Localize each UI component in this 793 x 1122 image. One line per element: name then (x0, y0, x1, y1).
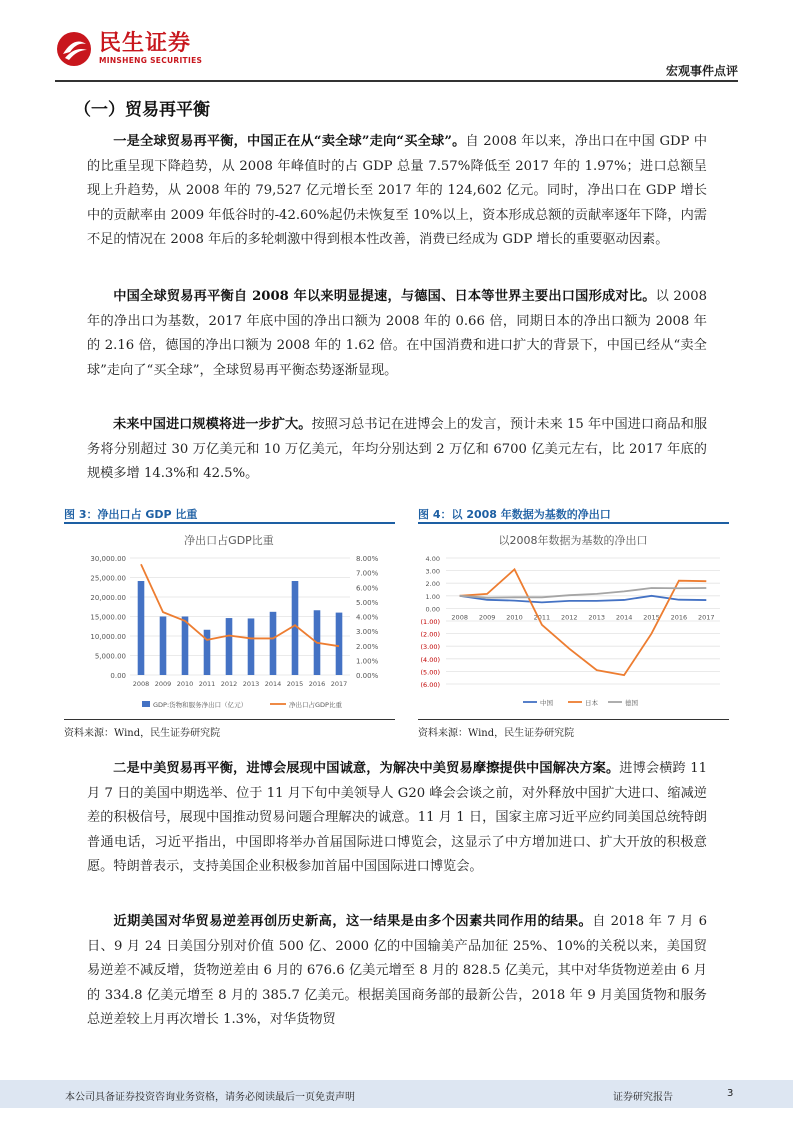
chart-4-x-tick: 2013 (588, 613, 605, 622)
chart-4-x-tick: 2015 (643, 613, 660, 622)
page-header (0, 0, 793, 85)
figure-3-bottom-rule (64, 719, 395, 720)
chart-3-x-tick: 2013 (242, 680, 260, 688)
chart-4-y-tick: (4.00) (420, 655, 440, 664)
page-number: 3 (727, 1088, 734, 1099)
figure-4-chart (418, 526, 729, 716)
chart-3-y-tick-left: 5,000.00 (94, 652, 126, 661)
paragraph-2-body: 以 2008 年的净出口为基数，2017 年底中国的净出口额为 2008 年的 0.66 倍，同期日本的净出口额为 2008 年的 2.16 倍，德国的净出口额为 2008 年的 1.62 倍。在中国消费和进口扩大的背景下，中国已经从“卖全球”走向了“买全球”，全球贸易再平衡态势逐渐显现。 (87, 289, 707, 378)
figure-4-title: 图 4：以 2008 年数据为基数的净出口 (418, 508, 611, 521)
chart-3-x-tick: 2009 (154, 680, 172, 688)
paragraph-3-body: 按照习总书记在进博会上的发言，预计未来 15 年中国进口商品和服务将分别超过 30 万亿美元和 10 万亿美元，年均分别达到 2 万亿和 6700 亿美元左右，比 2017 年底的规模多增 14.3%和 42.5%。 (87, 417, 708, 481)
chart-3-y-tick-left: 30,000.00 (90, 555, 126, 563)
paragraph-3 (87, 413, 707, 487)
footer-report-label: 证券研究报告 (613, 1092, 673, 1103)
figure-3-chart (64, 526, 395, 716)
report-type: 宏观事件点评 (665, 64, 738, 78)
chart-3-line-series (141, 564, 339, 646)
figure-4-top-rule (418, 522, 729, 524)
paragraph-1-lead: 一是全球贸易再平衡，中国正在从“卖全球”走向“买全球”。 (113, 134, 466, 149)
chart-3-y-tick-right: 5.00% (356, 598, 379, 607)
chart-4-legend-label: 日本 (585, 699, 598, 707)
logo-cn-text: 民生证券 (99, 31, 192, 56)
chart-4-y-tick: (1.00) (420, 618, 440, 626)
chart-4-x-tick: 2008 (451, 613, 468, 622)
chart-3-x-tick: 2015 (286, 680, 304, 688)
chart-4-x-tick: 2017 (698, 613, 715, 622)
chart-3-bar (248, 618, 255, 675)
paragraph-1-body: 自 2008 年以来，净出口在中国 GDP 中的比重呈现下降趋势，从 2008 年峰值时的占 GDP 总量 7.57%降低至 2017 年的 1.97%；进口总额呈现上升趋势，从 2008 年的 79,527 亿元增长至 2017 年的 124,602 亿元。同时，净出口在 GDP 增长中的贡献率由 2009 年低谷时的-42.60%起仍未恢复至 10%以上，资本形成总额的贡献率逐年下降，内需不足的情况在 2008 年后的多轮刺激中得到根本性改善，消费已经成为 GDP 增长的重要驱动因素。 (87, 134, 708, 247)
figure-4-source: 资料来源：Wind，民生证券研究院 (418, 728, 575, 739)
chart-4-series-line (460, 588, 707, 598)
figure-3-top-rule (64, 522, 395, 524)
figure-4-bottom-rule (418, 719, 729, 720)
chart-3-bar (270, 612, 277, 675)
chart-4-y-tick: 1.00 (425, 592, 440, 601)
chart-4-y-tick: 2.00 (425, 580, 440, 589)
paragraph-4 (87, 757, 707, 880)
chart-3-y-tick-right: 8.00% (356, 555, 379, 563)
header-divider (55, 80, 738, 82)
paragraph-4-body: 进博会横跨 11 月 7 日的美国中期选举、位于 11 月下旬中美领导人 G20 峰会会谈之前，对外释放中国扩大进口、缩减逆差的积极信号，展现中国推动贸易问题合理解决的诚意。11 月 1 日，国家主席习近平应约同美国总统特朗普通电话，习近平指出，中国即将举办首届国际进口博览会，这显示了中方增加进口、扩大开放的积极意愿。特朗普表示，支持美国企业积极参加首届中国国际进口博览会。 (87, 761, 707, 874)
paragraph-5-lead: 近期美国对华贸易逆差再创历史新高，这一结果是由多个因素共同作用的结果。 (113, 914, 593, 929)
chart-4-x-tick: 2014 (615, 613, 633, 622)
figure-3-title: 图 3：净出口占 GDP 比重 (64, 508, 198, 521)
chart-3-legend-bars: GDP:货物和服务净出口（亿元） (153, 701, 248, 709)
chart-3-y-tick-right: 6.00% (356, 584, 379, 593)
chart-3-y-tick-right: 3.00% (356, 628, 379, 637)
chart-4-x-tick: 2012 (561, 613, 578, 622)
chart-4-x-tick: 2010 (506, 613, 523, 622)
figure-3-source: 资料来源：Wind，民生证券研究院 (64, 728, 221, 739)
footer-disclaimer: 本公司具备证券投资咨询业务资格，请务必阅读最后一页免责声明 (65, 1092, 355, 1103)
chart-3-y-tick-right: 4.00% (356, 613, 379, 622)
chart-4-y-tick: 0.00 (425, 605, 440, 614)
chart-3-y-tick-right: 0.00% (356, 672, 379, 680)
chart-4-y-tick: (2.00) (420, 630, 440, 639)
chart-4-legend-label: 德国 (625, 699, 638, 707)
paragraph-5-body: 自 2018 年 7 月 6 日、9 月 24 日美国分别对价值 500 亿、2000 亿的中国输美产品加征 25%、10%的关税以来，美国贸易逆差不减反增，货物逆差由 6 月的 676.6 亿美元增至 8 月的 828.5 亿美元，其中对华货物逆差由 6 月的 334.8 亿美元增至 8 月的 385.7 亿美元。根据美国商务部的最新公告，2018 年 9 月美国货物和服务总逆差较上月再次增长 1.3%，对华货物贸 (87, 914, 707, 1027)
paragraph-2-lead: 中国全球贸易再平衡自 2008 年以来明显提速，与德国、日本等世界主要出口国形成对比。 (113, 289, 656, 304)
chart-3-y-tick-left: 15,000.00 (90, 613, 126, 622)
chart-3-bar (182, 617, 189, 676)
chart-4-title: 以2008年数据为基数的净出口 (498, 534, 648, 547)
chart-4-series-line (460, 569, 707, 675)
chart-3-title: 净出口占GDP比重 (184, 534, 274, 547)
chart-3-x-tick: 2011 (198, 680, 216, 688)
chart-3-y-tick-left: 20,000.00 (90, 594, 126, 602)
chart-4-y-tick: (3.00) (420, 643, 440, 652)
paragraph-4-lead: 二是中美贸易再平衡，进博会展现中国诚意，为解决中美贸易摩擦提供中国解决方案。 (113, 761, 620, 776)
chart-3-x-tick: 2017 (330, 680, 348, 688)
chart-4-y-tick: 3.00 (425, 567, 440, 576)
chart-4-x-tick: 2011 (533, 613, 551, 622)
chart-3-y-tick-left: 0.00 (110, 672, 126, 680)
chart-3-x-tick: 2012 (220, 680, 238, 688)
paragraph-3-lead: 未来中国进口规模将进一步扩大。 (113, 417, 312, 432)
chart-4-x-tick: 2009 (478, 613, 496, 622)
chart-3-y-tick-right: 2.00% (356, 642, 379, 651)
chart-3-y-tick-right: 7.00% (356, 569, 379, 578)
chart-3-bar (336, 613, 343, 675)
chart-3-bar (204, 630, 211, 675)
chart-3-legend-line: 净出口占GDP比重 (289, 701, 342, 709)
chart-3-y-tick-left: 10,000.00 (90, 633, 126, 641)
paragraph-1 (87, 130, 707, 253)
paragraph-5 (87, 910, 707, 1033)
chart-3-x-tick: 2008 (132, 680, 150, 688)
chart-3-bar (160, 617, 167, 676)
section-title: （一）贸易再平衡 (74, 100, 210, 120)
chart-4-y-tick: (5.00) (420, 668, 440, 677)
chart-3-x-tick: 2014 (264, 680, 282, 688)
chart-4-legend-label: 中国 (540, 699, 553, 707)
chart-4-y-tick: (6.00) (420, 681, 440, 689)
chart-3-x-tick: 2010 (176, 680, 194, 688)
logo-en-text: MINSHENG SECURITIES (99, 56, 203, 65)
chart-3-y-tick-right: 1.00% (356, 657, 379, 666)
chart-4-y-tick: 4.00 (425, 555, 440, 563)
chart-3-bar (138, 581, 145, 675)
chart-3-x-tick: 2016 (308, 680, 326, 688)
company-logo (55, 30, 202, 68)
logo-mark-icon (55, 30, 93, 68)
chart-3-legend-swatch-bars (142, 701, 150, 707)
paragraph-2 (87, 285, 707, 383)
chart-3-bar (226, 618, 233, 675)
chart-3-y-tick-left: 25,000.00 (90, 574, 126, 583)
chart-4-x-tick: 2016 (670, 613, 688, 622)
